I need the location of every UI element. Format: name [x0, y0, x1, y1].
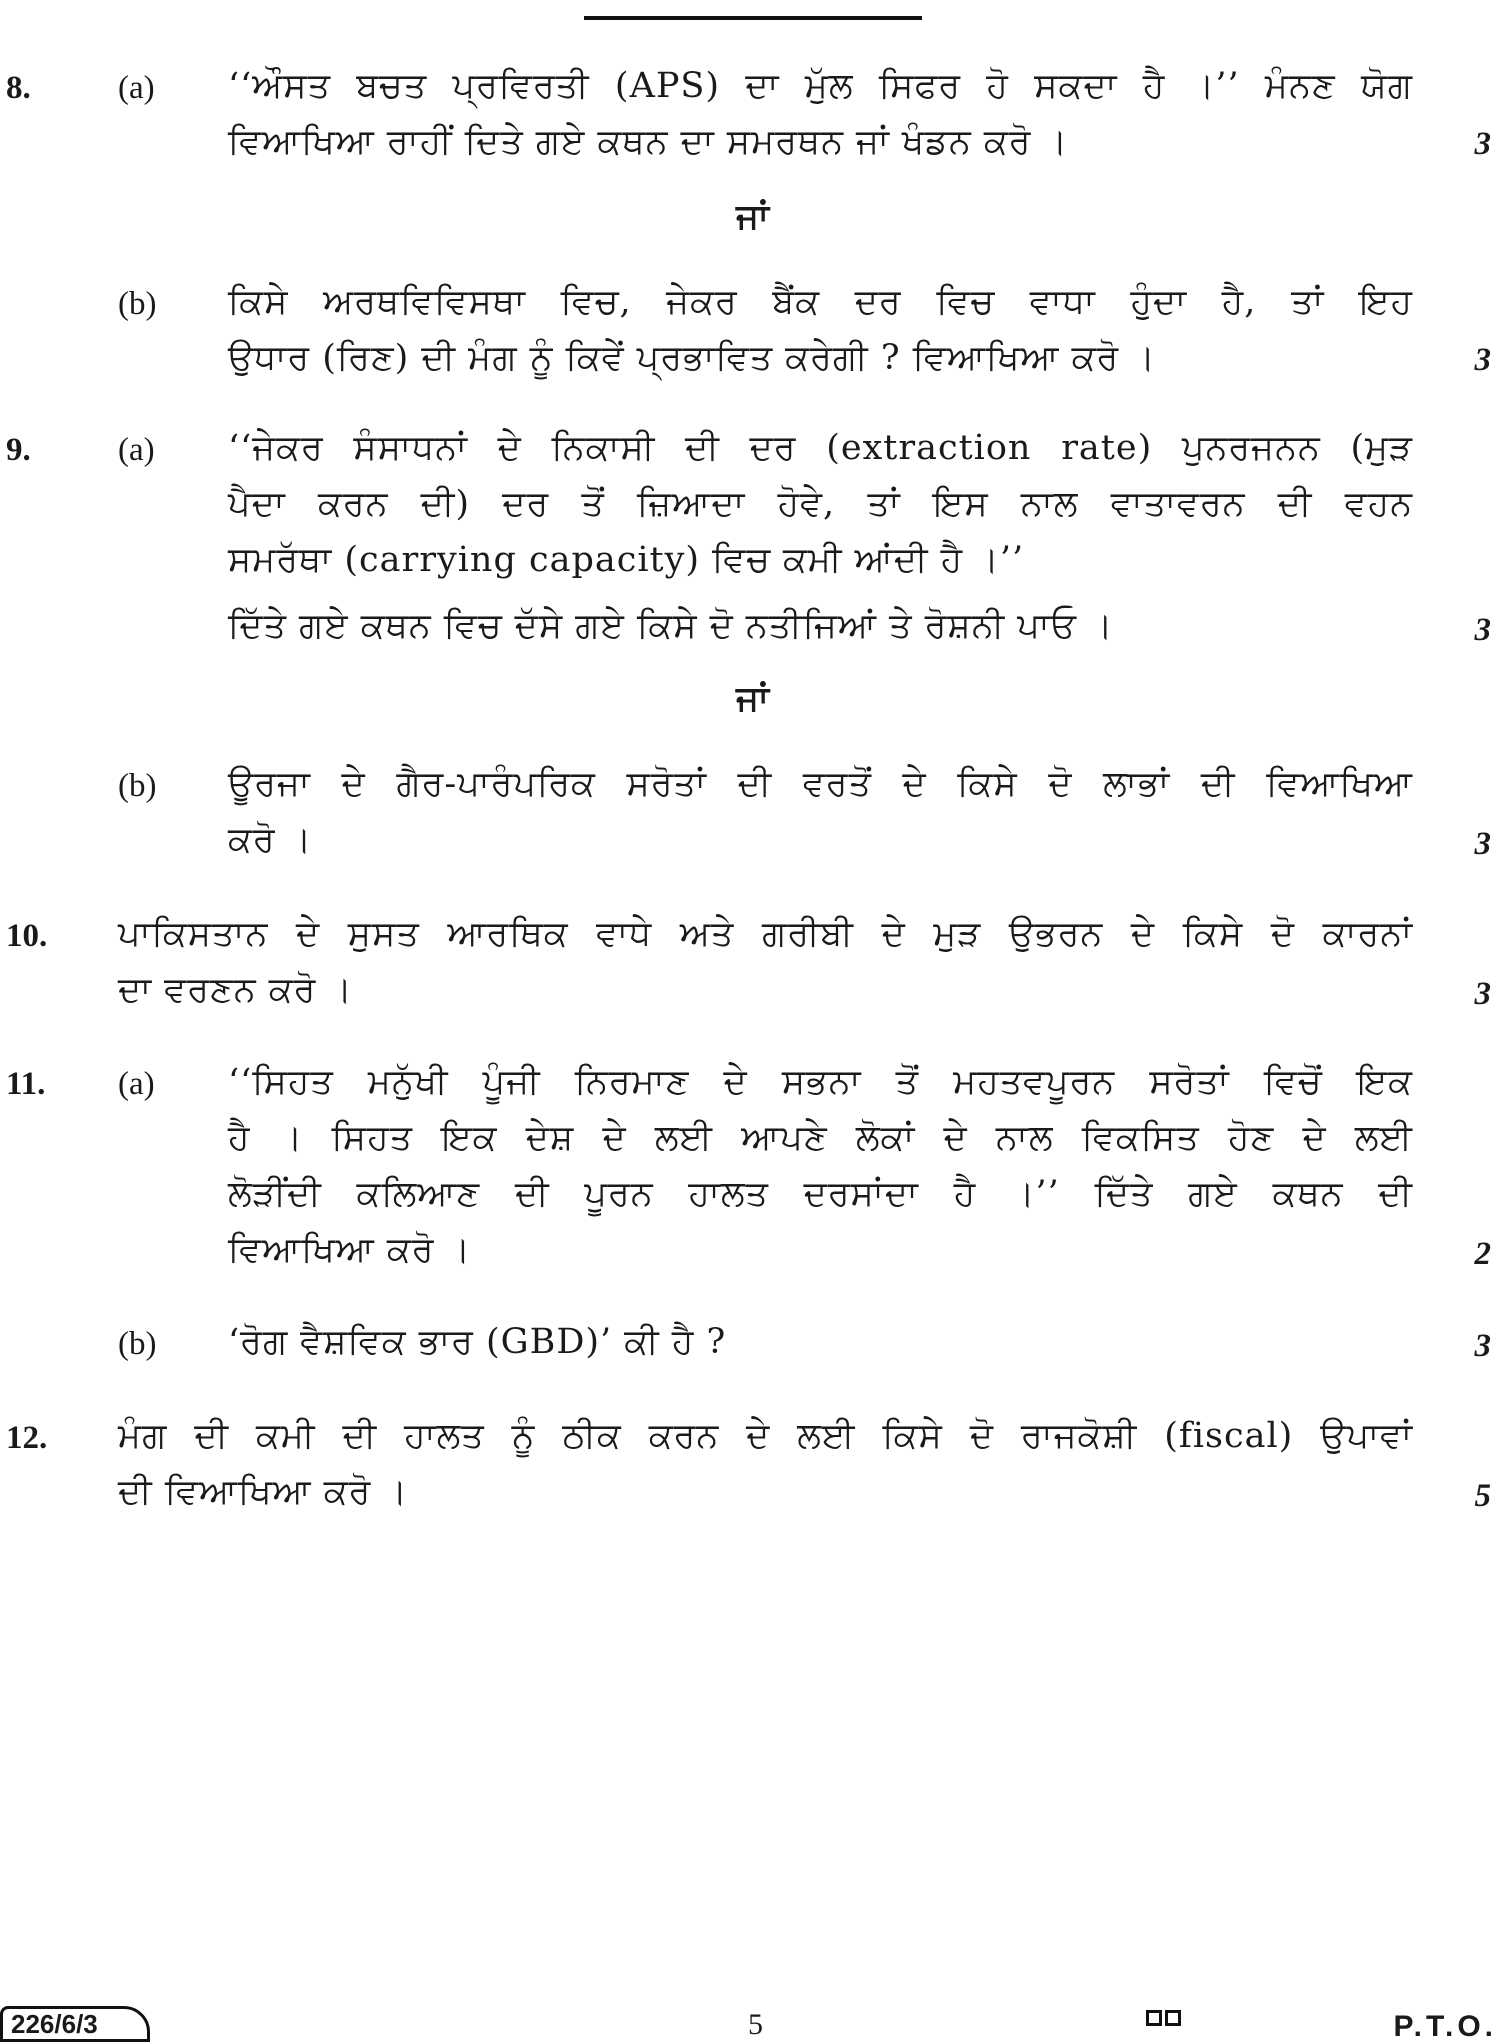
- q12-line-1: ਮੰਗ ਦੀ ਕਮੀ ਦੀ ਹਾਲਤ ਨੂੰ ਠੀਕ ਕਰਨ ਦੇ ਲਈ ਕਿਸੇ ਦੋ ਰਾਜਕੋਸ਼ੀ (fiscal) ਉਪਾਵਾਂ: [118, 1416, 1413, 1456]
- page-number: 5: [748, 2008, 763, 2041]
- q9a-line-4: ਦਿੱਤੇ ਗਏ ਕਥਨ ਵਿਚ ਦੱਸੇ ਗਏ ਕਿਸੇ ਦੋ ਨਤੀਜਿਆਂ ਤੇ ਰੋਸ਼ਨੀ ਪਾਓ ।: [228, 606, 1114, 646]
- question-number-10: 10.: [6, 918, 48, 954]
- top-rule: [584, 16, 922, 20]
- q8a-line-2: ਵਿਆਖਿਆ ਰਾਹੀਂ ਦਿਤੇ ਗਏ ਕਥਨ ਦਾ ਸਮਰਥਨ ਜਾਂ ਖੰਡਨ ਕਰੋ ।: [228, 122, 1069, 162]
- q9a-line-3: ਸਮਰੱਥਾ (carrying capacity) ਵਿਚ ਕਮੀ ਆਂਦੀ ਹੈ ।’’: [228, 540, 1025, 580]
- q11a-line-2: ਹੈ । ਸਿਹਤ ਇਕ ਦੇਸ਼ ਦੇ ਲਈ ਆਪਣੇ ਲੋਕਾਂ ਦੇ ਨਾਲ ਵਿਕਸਿਤ ਹੋਣ ਦੇ ਲਈ: [228, 1118, 1413, 1158]
- q9b-line-2: ਕਰੋ ।: [228, 820, 313, 860]
- question-number-8: 8.: [6, 70, 31, 106]
- q10-marks: 3: [1474, 976, 1491, 1012]
- q9-part-b-label: (b): [118, 768, 157, 804]
- qr-code-icon: [1146, 2010, 1202, 2030]
- q12-line-2: ਦੀ ਵਿਆਖਿਆ ਕਰੋ ।: [118, 1472, 409, 1512]
- q10-line-2: ਦਾ ਵਰਣਨ ਕਰੋ ।: [118, 970, 353, 1010]
- q9a-line-2: ਪੈਦਾ ਕਰਨ ਦੀ) ਦਰ ਤੋਂ ਜ਼ਿਆਦਾ ਹੋਵੇ, ਤਾਂ ਇਸ ਨਾਲ ਵਾਤਾਵਰਨ ਦੀ ਵਹਨ: [228, 484, 1413, 524]
- q8-part-a-label: (a): [118, 70, 155, 106]
- q8-or: ਜਾਂ: [736, 196, 769, 237]
- q9b-line-1: ਊਰਜਾ ਦੇ ਗੈਰ-ਪਾਰੰਪਰਿਕ ਸਰੋਤਾਂ ਦੀ ਵਰਤੋਂ ਦੇ ਕਿਸੇ ਦੋ ਲਾਭਾਂ ਦੀ ਵਿਆਖਿਆ: [228, 764, 1413, 804]
- q11-part-b-label: (b): [118, 1326, 157, 1362]
- q9a-line-1: ‘‘ਜੇਕਰ ਸੰਸਾਧਨਾਂ ਦੇ ਨਿਕਾਸੀ ਦੀ ਦਰ (extraction rate) ਪੁਨਰਜਨਨ (ਮੁੜ: [228, 428, 1413, 468]
- question-number-9: 9.: [6, 432, 31, 468]
- q9-or: ਜਾਂ: [736, 678, 769, 719]
- q11a-line-3: ਲੋੜੀਂਦੀ ਕਲਿਆਣ ਦੀ ਪੂਰਨ ਹਾਲਤ ਦਰਸਾਂਦਾ ਹੈ ।’’ ਦਿੱਤੇ ਗਏ ਕਥਨ ਦੀ: [228, 1174, 1413, 1214]
- question-number-11: 11.: [6, 1066, 46, 1102]
- q8a-marks: 3: [1474, 126, 1491, 162]
- q9-part-a-label: (a): [118, 432, 155, 468]
- q10-line-1: ਪਾਕਿਸਤਾਨ ਦੇ ਸੁਸਤ ਆਰਥਿਕ ਵਾਧੇ ਅਤੇ ਗਰੀਬੀ ਦੇ ਮੁੜ ਉਭਰਨ ਦੇ ਕਿਸੇ ਦੋ ਕਾਰਨਾਂ: [118, 914, 1413, 954]
- q8b-line-2: ਉਧਾਰ (ਰਿਣ) ਦੀ ਮੰਗ ਨੂੰ ਕਿਵੇਂ ਪ੍ਰਭਾਵਿਤ ਕਰੇਗੀ ? ਵਿਆਖਿਆ ਕਰੋ ।: [228, 338, 1156, 378]
- q8b-marks: 3: [1474, 342, 1491, 378]
- q11-part-a-label: (a): [118, 1066, 155, 1102]
- question-number-12: 12.: [6, 1420, 48, 1456]
- q11a-line-1: ‘‘ਸਿਹਤ ਮਨੁੱਖੀ ਪੂੰਜੀ ਨਿਰਮਾਣ ਦੇ ਸਭਨਾ ਤੋਂ ਮਹਤਵਪੂਰਨ ਸਰੋਤਾਂ ਵਿਚੋਂ ਇਕ: [228, 1062, 1413, 1102]
- q11a-line-4: ਵਿਆਖਿਆ ਕਰੋ ।: [228, 1230, 472, 1270]
- q9b-marks: 3: [1474, 826, 1491, 862]
- q11b-line-1: ‘ਰੋਗ ਵੈਸ਼ਵਿਕ ਭਾਰ (GBD)’ ਕੀ ਹੈ ?: [228, 1322, 727, 1362]
- q12-marks: 5: [1474, 1478, 1491, 1514]
- q8-part-b-label: (b): [118, 286, 157, 322]
- q11b-marks: 3: [1474, 1328, 1491, 1364]
- paper-code: 226/6/3: [0, 2006, 150, 2042]
- q8a-line-1: ‘‘ਔਸਤ ਬਚਤ ਪ੍ਰਵਿਰਤੀ (APS) ਦਾ ਮੁੱਲ ਸਿਫਰ ਹੋ ਸਕਦਾ ਹੈ ।’’ ਮੰਨਣ ਯੋਗ: [228, 66, 1413, 106]
- q8b-line-1: ਕਿਸੇ ਅਰਥਵਿਵਿਸਥਾ ਵਿਚ, ਜੇਕਰ ਬੈਂਕ ਦਰ ਵਿਚ ਵਾਧਾ ਹੁੰਦਾ ਹੈ, ਤਾਂ ਇਹ: [228, 282, 1413, 322]
- q11a-marks: 2: [1474, 1236, 1491, 1272]
- q9a-marks: 3: [1474, 612, 1491, 648]
- pto-label: P.T.O.: [1393, 2010, 1497, 2043]
